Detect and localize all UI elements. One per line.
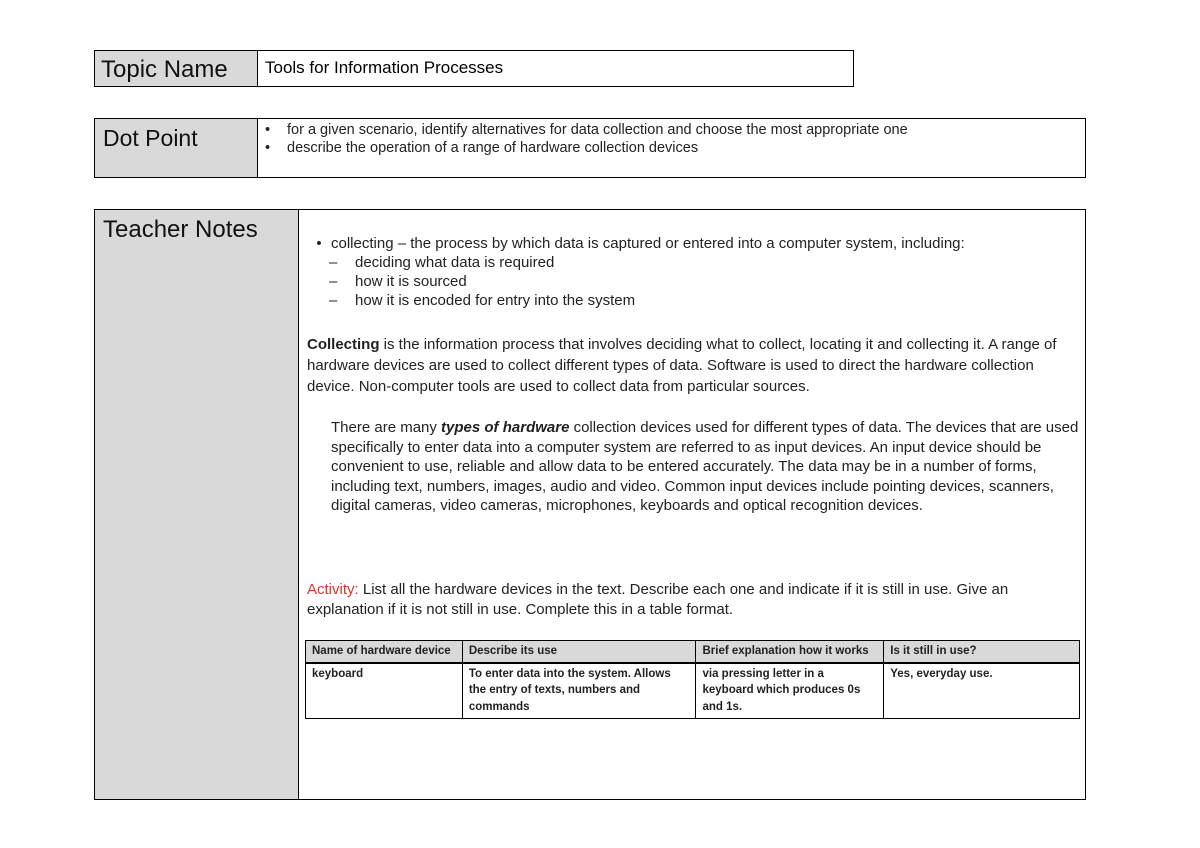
dot-point-list xyxy=(265,121,908,157)
sub-item xyxy=(329,253,554,272)
topic-name-section xyxy=(94,50,854,87)
sub-item xyxy=(329,272,467,291)
activity-label: Activity: xyxy=(307,581,359,598)
activity-text: List all the hardware devices in the text. Describe each one and indicate if it is still in use. Give an explanation if it is not still in use. Complete this in a table format. xyxy=(307,581,1009,618)
dot-point-item: • describe the operation of a range of hardware collection devices xyxy=(265,139,908,157)
collecting-bullet xyxy=(307,234,965,253)
hardware-types-start: There are many xyxy=(331,419,442,436)
sub-item-text: how it is encoded for entry into the system xyxy=(355,292,636,309)
table-cell: via pressing letter in a keyboard which produces 0s and 1s. xyxy=(696,663,884,719)
table-header: Name of hardware device xyxy=(306,641,463,663)
collecting-paragraph xyxy=(307,334,1077,397)
teacher-notes-label: Teacher Notes xyxy=(103,216,258,243)
collecting-paragraph-text: is the information process that involves deciding what to collect, locating it and collecting it. A range of hardware devices are used to collect different types of data. Software is used to direct the hardware collection device. Non-computer tools are used to collect data from particular sources. xyxy=(307,336,1057,395)
table-cell: Yes, everyday use. xyxy=(884,663,1080,719)
table-cell: To enter data into the system. Allows the entry of texts, numbers and commands xyxy=(462,663,696,719)
hardware-devices-table xyxy=(305,640,1080,719)
dot-point-label-cell xyxy=(95,119,258,177)
collecting-bullet-text: collecting – the process by which data is captured or entered into a computer system, including: xyxy=(331,235,965,252)
collecting-term: Collecting xyxy=(307,336,380,353)
dot-point-section xyxy=(94,118,1086,178)
topic-name-label-cell xyxy=(95,51,258,86)
table-header: Describe its use xyxy=(462,641,696,663)
activity-paragraph xyxy=(307,580,1077,619)
dot-point-item: • for a given scenario, identify alternatives for data collection and choose the most appropriate one xyxy=(265,121,908,139)
bullet-glyph: • xyxy=(316,235,322,252)
dash-glyph: – xyxy=(329,292,338,309)
hardware-types-paragraph xyxy=(331,418,1081,516)
dash-glyph: – xyxy=(329,273,338,290)
teacher-notes-section xyxy=(94,209,1086,800)
hardware-types-text: collection devices used for different types of data. The devices that are used specifically to enter data into a computer system are referred to as input devices. An input device should be convenient to use, reliable and allow data to be entered accurately. The data may be in a number of forms, including text, numbers, images, audio and video. Common input devices include pointing devices, scanners, digital cameras, video cameras, microphones, keyboards and optical recognition devices. xyxy=(331,419,1079,514)
dot-point-label: Dot Point xyxy=(103,125,198,151)
sub-item-text: deciding what data is required xyxy=(355,254,555,271)
hardware-types-term: types of hardware xyxy=(441,419,570,436)
sub-item xyxy=(329,291,635,310)
dash-glyph: – xyxy=(329,254,338,271)
table-row xyxy=(306,663,1080,719)
table-cell: keyboard xyxy=(306,663,463,719)
table-header: Is it still in use? xyxy=(884,641,1080,663)
teacher-notes-label-cell xyxy=(95,210,299,799)
topic-name-value: Tools for Information Processes xyxy=(265,58,504,77)
sub-item-text: how it is sourced xyxy=(355,273,467,290)
table-header-row xyxy=(306,641,1080,663)
table-header: Brief explanation how it works xyxy=(696,641,884,663)
topic-name-label: Topic Name xyxy=(101,56,228,83)
